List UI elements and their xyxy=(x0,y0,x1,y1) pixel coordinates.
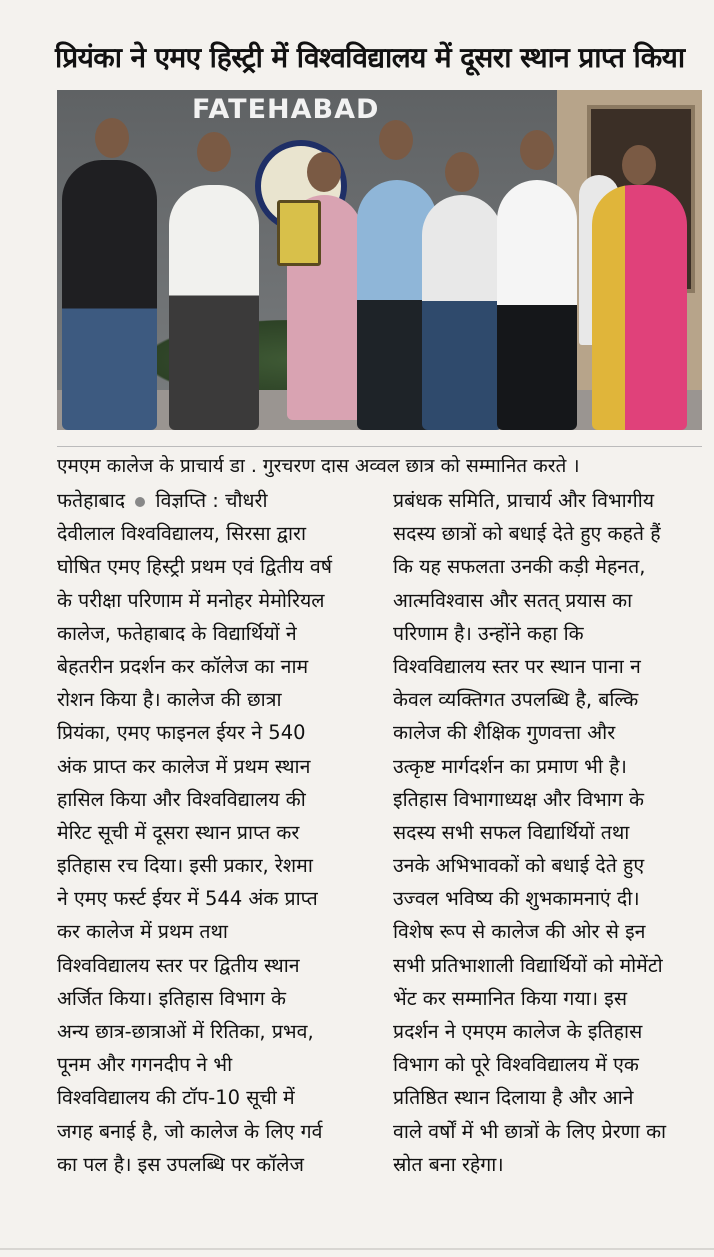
person-1-head xyxy=(95,118,129,158)
memento-frame xyxy=(277,200,321,266)
article-line: कि यह सफलता उनकी कड़ी मेहनत, xyxy=(393,555,646,579)
person-8 xyxy=(592,185,687,430)
photo-building-sign: FATEHABAD xyxy=(192,94,380,125)
clipped-previous-article xyxy=(0,0,714,14)
person-5 xyxy=(422,195,502,430)
article-line: वाले वर्षों में भी छात्रों के लिए प्रेरणा का xyxy=(393,1119,667,1143)
person-2-head xyxy=(197,132,231,172)
person-4-head xyxy=(379,120,413,160)
bullet-icon xyxy=(135,497,145,507)
dateline-source: विज्ञप्ति : xyxy=(155,489,219,512)
article-line: ने एमए फर्स्ट ईयर में 544 अंक प्राप्त xyxy=(57,887,318,911)
article-column-left xyxy=(57,484,375,1181)
article-line: स्रोत बना रहेगा। xyxy=(393,1152,504,1176)
article-line: उनके अभिभावकों को बधाई देते हुए xyxy=(393,854,645,878)
article-line: इतिहास रच दिया। इसी प्रकार, रेशमा xyxy=(57,854,313,878)
article-line: विश्वविद्यालय स्तर पर द्वितीय स्थान xyxy=(57,953,300,977)
article-line: मेरिट सूची में दूसरा स्थान प्राप्त कर xyxy=(57,820,300,844)
article-line: विश्वविद्यालय की टॉप-10 सूची में xyxy=(57,1086,295,1110)
person-6 xyxy=(497,180,577,430)
article-line: प्रतिष्ठित स्थान दिलाया है और आने xyxy=(393,1086,634,1110)
person-2 xyxy=(169,185,259,430)
article-line: प्रदर्शन ने एमएम कालेज के इतिहास xyxy=(393,1020,643,1043)
article-line: उज्वल भविष्य की शुभकामनाएं दी। xyxy=(393,887,640,911)
article-column-right xyxy=(393,484,703,1181)
article-line: इतिहास विभागाध्यक्ष और विभाग के xyxy=(393,787,644,811)
person-6-head xyxy=(520,130,554,170)
dateline-line xyxy=(57,484,375,517)
article-line: देवीलाल विश्वविद्यालय, सिरसा द्वारा xyxy=(57,522,307,546)
article-line: बेहतरीन प्रदर्शन कर कॉलेज का नाम xyxy=(57,654,309,678)
article-line: सदस्य सभी सफल विद्यार्थियों तथा xyxy=(393,820,630,844)
article-line: का पल है। इस उपलब्धि पर कॉलेज xyxy=(57,1152,304,1176)
person-1 xyxy=(62,160,157,430)
article-line: कर कालेज में प्रथम तथा xyxy=(57,920,228,944)
article-line: जगह बनाई है, जो कालेज के लिए गर्व xyxy=(57,1119,323,1143)
article-line: घोषित एमए हिस्ट्री प्रथम एवं द्वितीय वर्ष xyxy=(57,555,332,579)
article-line: अर्जित किया। इतिहास विभाग के xyxy=(57,986,287,1010)
article-line: केवल व्यक्तिगत उपलब्धि है, बल्कि xyxy=(393,688,639,712)
article-line: सभी प्रतिभाशाली विद्यार्थियों को मोमेंटो xyxy=(393,953,663,977)
article-line: के परीक्षा परिणाम में मनोहर मेमोरियल xyxy=(57,588,325,612)
article-line: अन्य छात्र-छात्राओं में रितिका, प्रभव, xyxy=(57,1020,314,1043)
article-line: प्रबंधक समिति, प्राचार्य और विभागीय xyxy=(393,489,655,512)
person-3-head xyxy=(307,152,341,192)
article-line: परिणाम है। उन्होंने कहा कि xyxy=(393,621,584,645)
article-line: कालेज, फतेहाबाद के विद्यार्थियों ने xyxy=(57,621,297,645)
article-line: कालेज की शैक्षिक गुणवत्ता और xyxy=(393,721,616,745)
article-line: प्रियंका, एमए फाइनल ईयर ने 540 xyxy=(57,721,306,745)
article-line: विभाग को पूरे विश्वविद्यालय में एक xyxy=(393,1053,639,1077)
person-8-head xyxy=(622,145,656,185)
article-line: रोशन किया है। कालेज की छात्रा xyxy=(57,688,282,712)
article-line: आत्मविश्वास और सतत् प्रयास का xyxy=(393,588,633,612)
caption-divider xyxy=(57,446,702,447)
article-line: हासिल किया और विश्वविद्यालय की xyxy=(57,787,306,811)
page-bottom-edge xyxy=(0,1248,714,1250)
article-line: चौधरी xyxy=(225,489,268,512)
article-line: पूनम और गगनदीप ने भी xyxy=(57,1053,233,1077)
article-line: विश्वविद्यालय स्तर पर स्थान पाना न xyxy=(393,654,641,678)
dateline-place: फतेहाबाद xyxy=(57,489,126,512)
article-line: सदस्य छात्रों को बधाई देते हुए कहते हैं xyxy=(393,522,661,546)
news-photo xyxy=(57,90,702,430)
article-headline: प्रियंका ने एमए हिस्ट्री में विश्वविद्यालय में दूसरा स्थान प्राप्त किया xyxy=(55,41,685,74)
article-line: अंक प्राप्त कर कालेज में प्रथम स्थान xyxy=(57,754,311,778)
article-line: उत्कृष्ट मार्गदर्शन का प्रमाण भी है। xyxy=(393,754,627,778)
article-line: विशेष रूप से कालेज की ओर से इन xyxy=(393,920,646,944)
article-line: भेंट कर सम्मानित किया गया। इस xyxy=(393,986,628,1010)
person-5-head xyxy=(445,152,479,192)
photo-caption: एमएम कालेज के प्राचार्य डा . गुरचरण दास अव्वल छात्र को सम्मानित करते । xyxy=(57,455,580,477)
